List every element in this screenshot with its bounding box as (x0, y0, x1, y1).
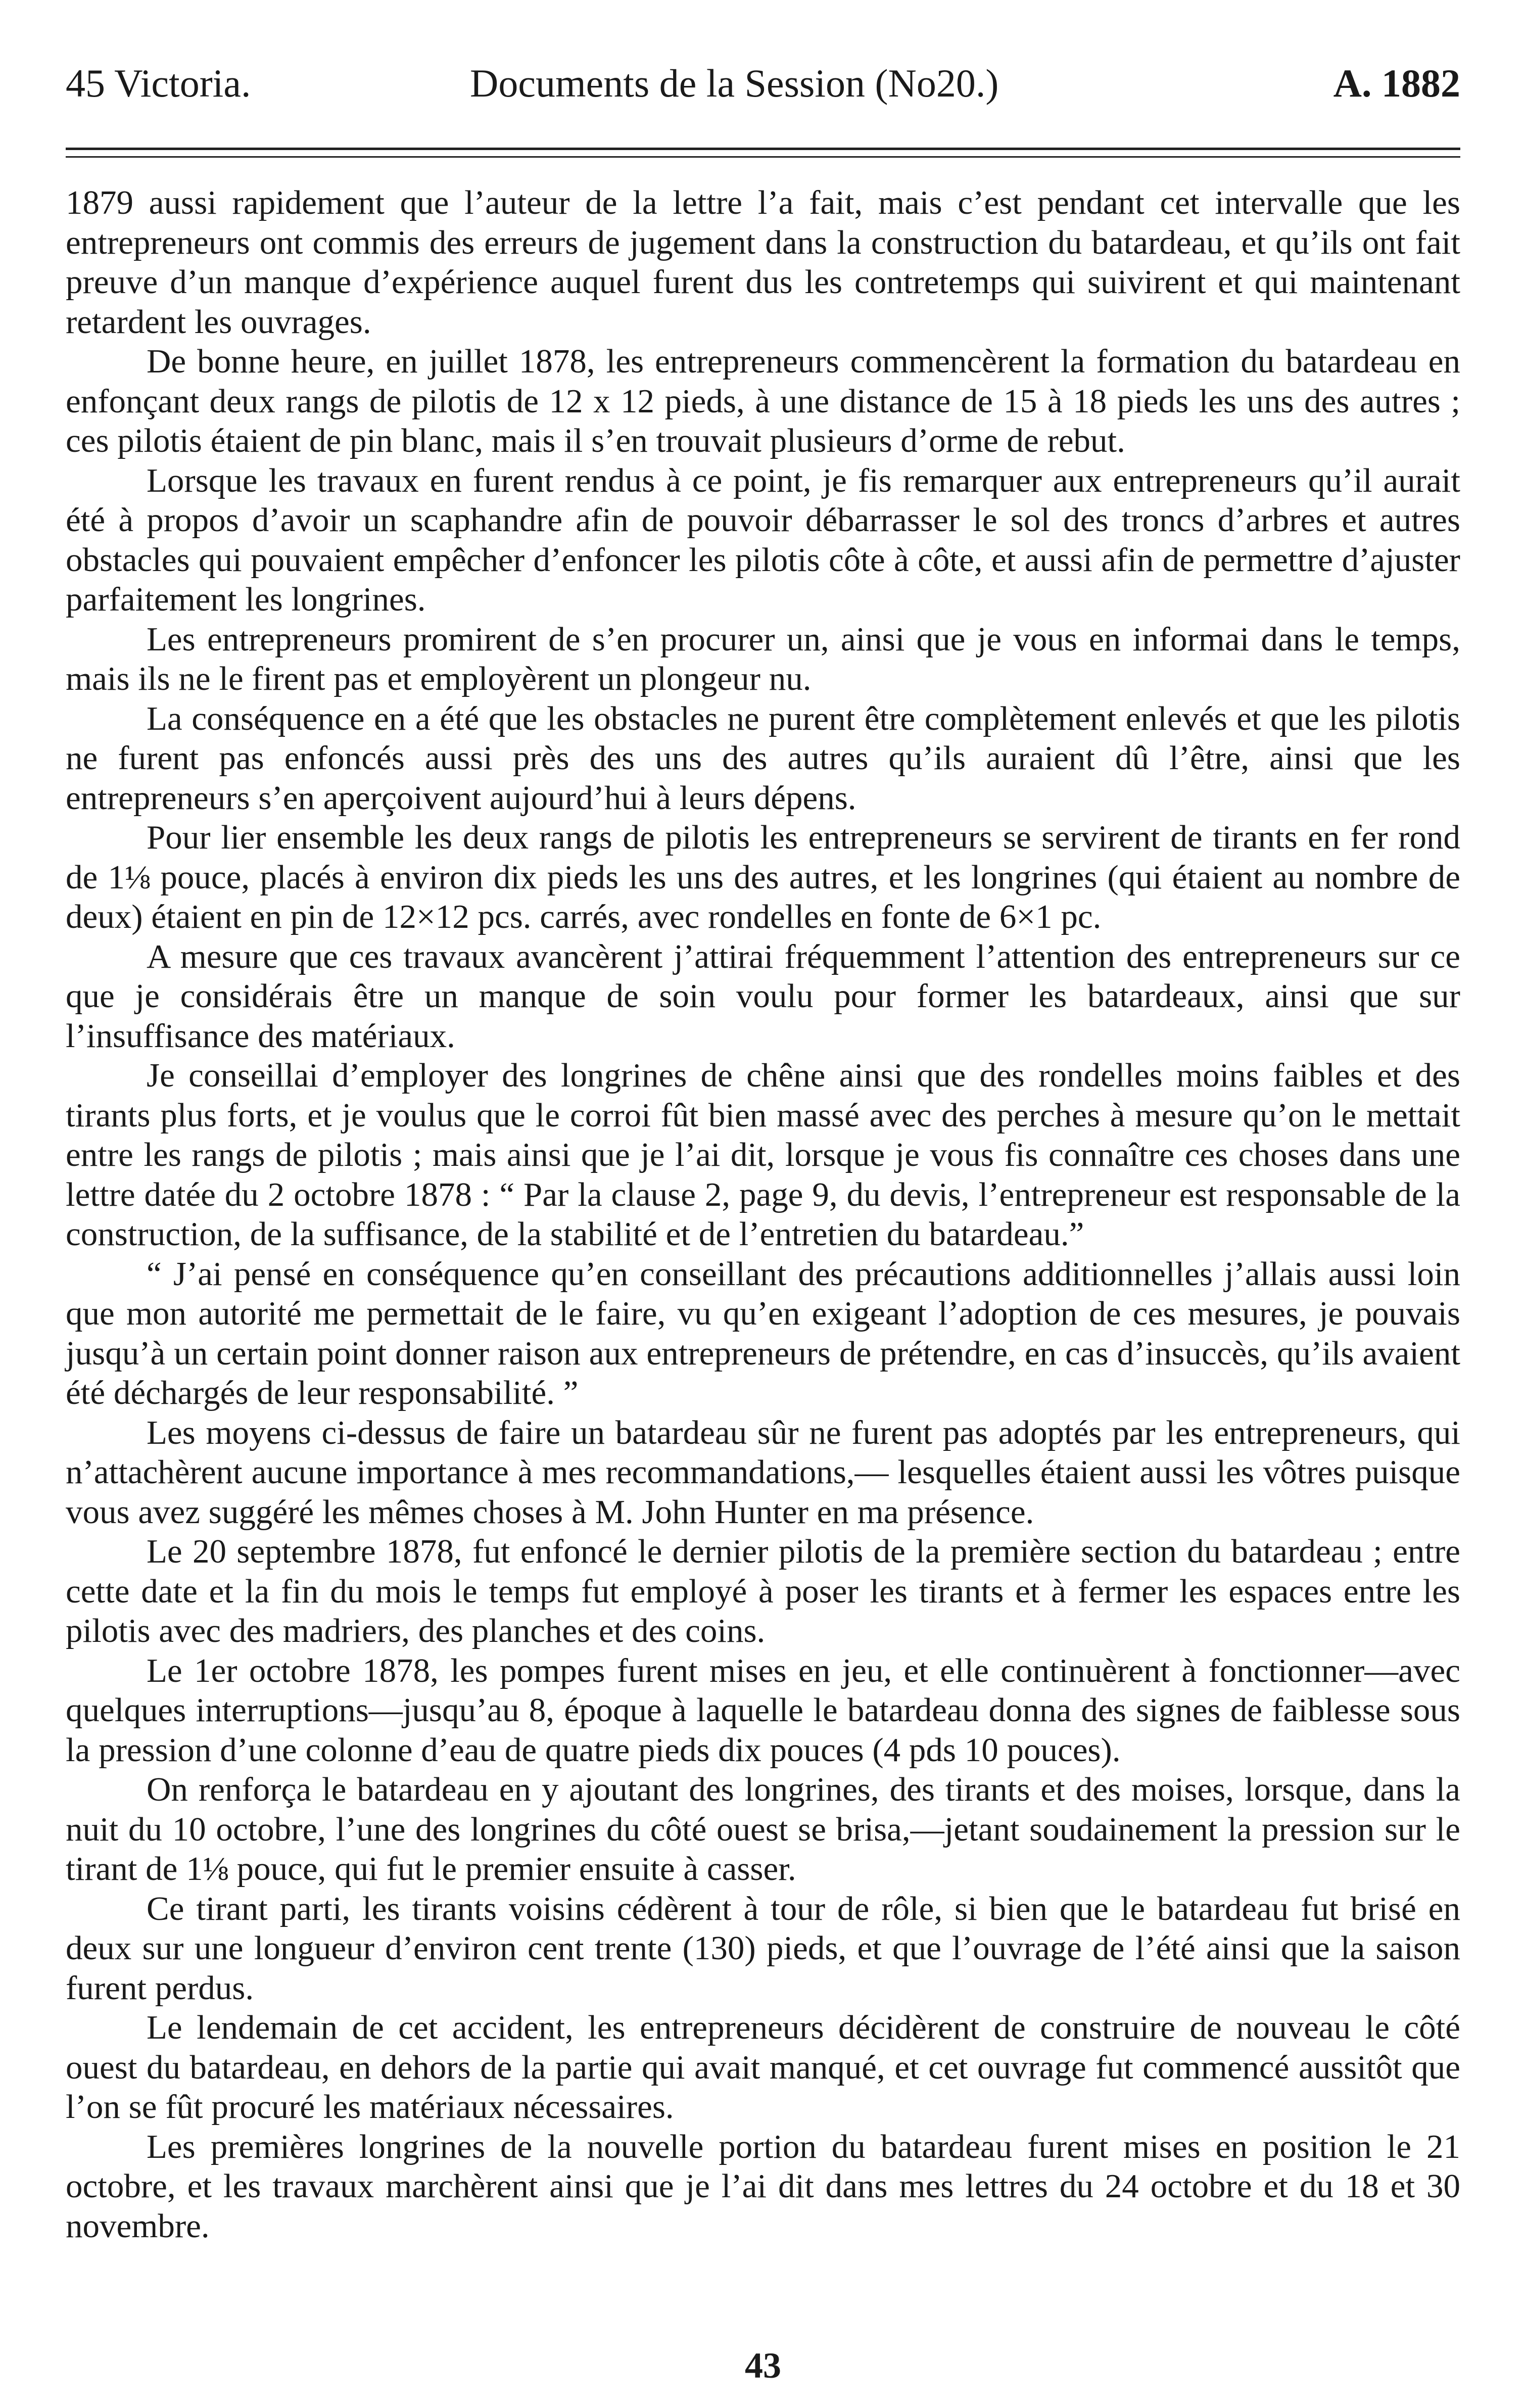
paragraph: Je conseillai d’employer des longrines de chêne ainsi que des rondelles moins faibles et des tirants plus forts, et je voulus que le corroi fût bien massé avec des perches à mesure qu’on le mettait entre les rangs de pilotis ; mais ainsi que je l’ai dit, lorsque je vous fis connaître ces choses dans une lettre datée du 2 octobre 1878 : “ Par la clause 2, page 9, du devis, l’entrepreneur est responsable de la construction, de la suffisance, de la stabilité et de l’entretien du batardeau.” (66, 1057, 1460, 1253)
running-header (66, 56, 1460, 111)
session-label: 45 Victoria. (66, 61, 251, 105)
paragraph: La conséquence en a été que les obstacles ne purent être complètement enlevés et que les pilotis ne furent pas enfoncés aussi près des uns des autres qu’ils auraient dû l’être, ainsi que les entrepreneurs s’en aperçoivent aujourd’hui à leurs dépens. (66, 699, 1460, 817)
document-page (66, 56, 1460, 2386)
header-rule (66, 148, 1460, 158)
document-title: Documents de la Session (No20.) (470, 61, 999, 105)
paragraph: Le lendemain de cet accident, les entrepreneurs décidèrent de construire de nouveau le côté ouest du batardeau, en dehors de la partie qui avait manqué, et cet ouvrage fut commencé aussitôt que l’on se fût procuré les matériaux nécessaires. (66, 2009, 1460, 2126)
paragraph: Les entrepreneurs promirent de s’en procurer un, ainsi que je vous en informai dans le temps, mais ils ne le firent pas et employèrent un plongeur nu. (66, 620, 1460, 697)
paragraph: Le 1er octobre 1878, les pompes furent mises en jeu, et elle continuèrent à fonctionner—avec quelques interruptions—jusqu’au 8, époque à laquelle le batardeau donna des signes de faiblesse sous la pression d’une colonne d’eau de quatre pieds dix pouces (4 pds 10 pouces). (66, 1651, 1460, 1769)
body-text (66, 183, 1460, 2246)
page-number: 43 (745, 2345, 781, 2386)
paragraph: Les moyens ci-dessus de faire un batardeau sûr ne furent pas adoptés par les entrepreneurs, qui n’attachèrent aucune importance à mes recommandations,— lesquelles étaient aussi les vôtres puisque vous avez suggéré les mêmes choses à M. John Hunter en ma présence. (66, 1413, 1460, 1531)
paragraph: “ J’ai pensé en conséquence qu’en conseillant des précautions additionnelles j’allais aussi loin que mon autorité me permettait de le faire, vu qu’en exigeant l’adoption de ces mesures, je pouvais jusqu’à un certain point donner raison aux entrepreneurs de prétendre, en cas d’insuccès, qu’ils avaient été déchargés de leur responsabilité. ” (66, 1255, 1460, 1411)
paragraph: De bonne heure, en juillet 1878, les entrepreneurs commencèrent la formation du batardeau en enfonçant deux rangs de pilotis de 12 x 12 pieds, à une distance de 15 à 18 pieds les uns des autres ; ces pilotis étaient de pin blanc, mais il s’en trouvait plusieurs d’orme de rebut. (66, 343, 1460, 459)
paragraph: Lorsque les travaux en furent rendus à ce point, je fis remarquer aux entrepreneurs qu’il aurait été à propos d’avoir un scaphandre afin de pouvoir débarrasser le sol des troncs d’arbres et autres obstacles qui pouvaient empêcher d’enfoncer les pilotis côte à côte, et aussi afin de permettre d’ajuster parfaitement les longrines. (66, 461, 1460, 618)
paragraph: Ce tirant parti, les tirants voisins cédèrent à tour de rôle, si bien que le batardeau fut brisé en deux sur une longueur d’environ cent trente (130) pieds, et que l’ouvrage de l’été ainsi que la saison furent perdus. (66, 1890, 1460, 2007)
paragraph: On renforça le batardeau en y ajoutant des longrines, des tirants et des moises, lorsque, dans la nuit du 10 octobre, l’une des longrines du côté ouest se brisa,—jetant soudainement la pression sur le tirant de 1⅛ pouce, qui fut le premier ensuite à casser. (66, 1771, 1460, 1887)
paragraph: 1879 aussi rapidement que l’auteur de la lettre l’a fait, mais c’est pendant cet intervalle que les entrepreneurs ont commis des erreurs de jugement dans la construction du batardeau, et qu’ils ont fait preuve d’un manque d’expérience auquel furent dus les contretemps qui suivirent et qui maintenant retardent les ouvrages. (66, 184, 1460, 341)
year-label: A. 1882 (1333, 61, 1460, 105)
paragraph: Le 20 septembre 1878, fut enfoncé le dernier pilotis de la première section du batardeau ; entre cette date et la fin du mois le temps fut employé à poser les tirants et à fermer les espaces entre les pilotis avec des madriers, des planches et des coins. (66, 1533, 1460, 1649)
paragraph: Les premières longrines de la nouvelle portion du batardeau furent mises en position le 21 octobre, et les travaux marchèrent ainsi que je l’ai dit dans mes lettres du 24 octobre et du 18 et 30 novembre. (66, 2128, 1460, 2245)
paragraph: A mesure que ces travaux avancèrent j’attirai fréquemment l’attention des entrepreneurs sur ce que je considérais être un manque de soin voulu pour former les batardeaux, ainsi que sur l’insuffisance des matériaux. (66, 937, 1460, 1055)
paragraph: Pour lier ensemble les deux rangs de pilotis les entrepreneurs se servirent de tirants en fer rond de 1⅛ pouce, placés à environ dix pieds les uns des autres, et les longrines (qui étaient au nombre de deux) étaient en pin de 12×12 pcs. carrés, avec rondelles en fonte de 6×1 pc. (66, 819, 1460, 935)
